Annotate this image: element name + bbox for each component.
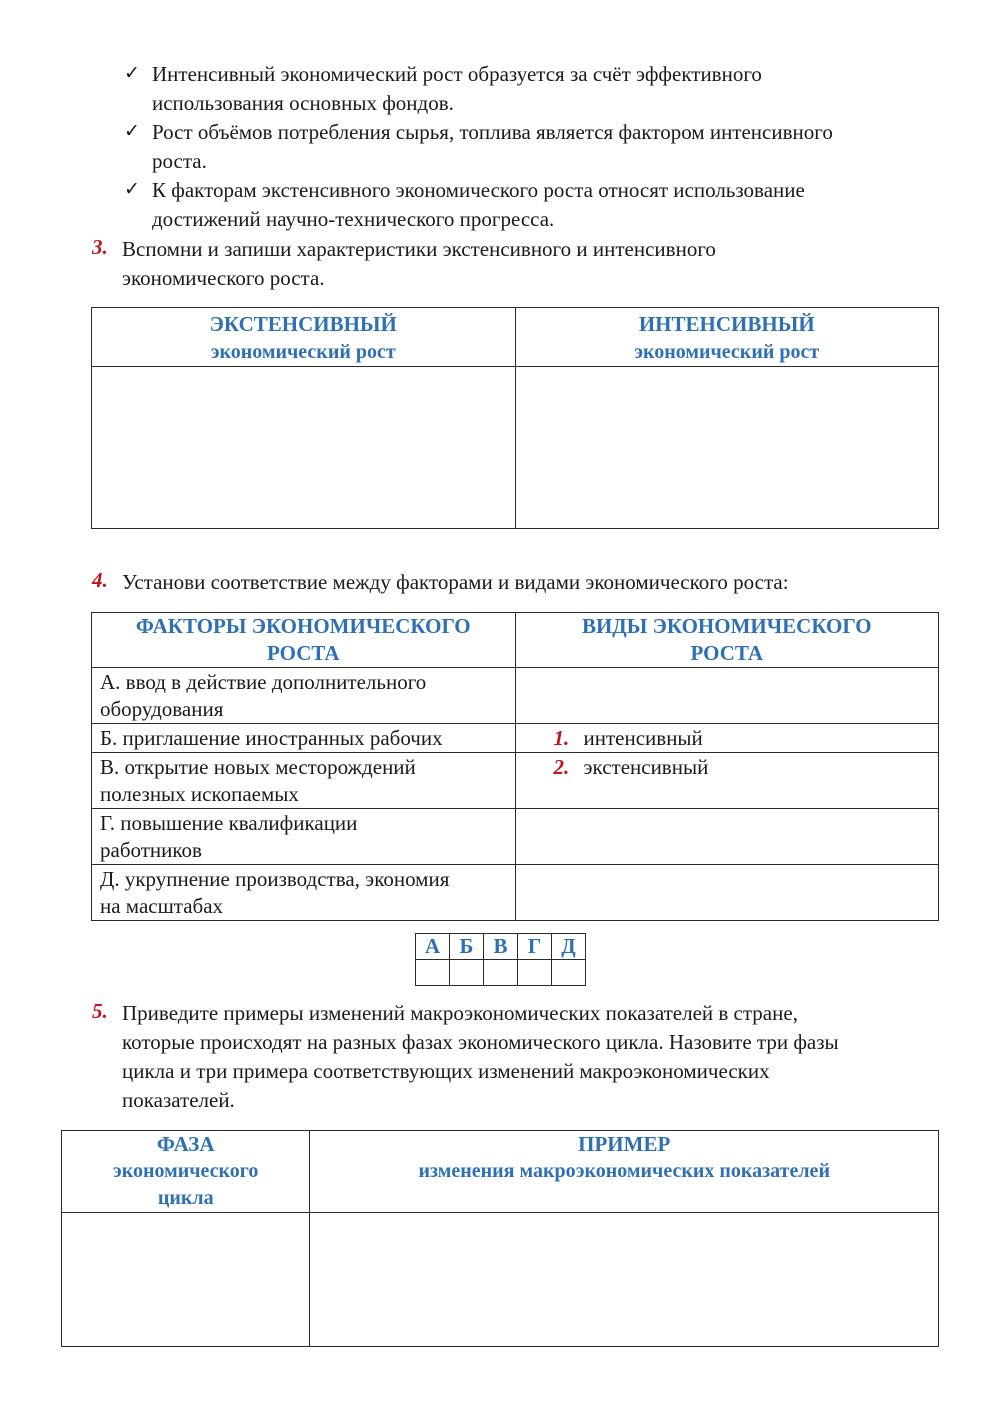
type-cell-empty bbox=[515, 668, 939, 724]
statement-3 bbox=[152, 176, 952, 234]
task5-col1-line2: экономического bbox=[113, 1160, 259, 1182]
factor-v-line1: В. открытие новых месторождений bbox=[100, 755, 416, 779]
factor-b-line1: Б. приглашение иностранных рабочих bbox=[100, 726, 443, 750]
factor-row-b bbox=[92, 724, 516, 753]
answer-header-d: Д bbox=[552, 934, 586, 960]
task5-answer-example[interactable] bbox=[310, 1213, 939, 1347]
statement-1-line2: использования основных фондов. bbox=[152, 91, 454, 115]
task3-number: 3. bbox=[92, 235, 108, 259]
task3-line1: Вспомни и запиши характеристики экстенсивного и интенсивного bbox=[122, 237, 716, 261]
answer-input-d[interactable] bbox=[552, 960, 586, 986]
task3-col2-title: ИНТЕНСИВНЫЙ bbox=[638, 312, 815, 336]
type-option-2 bbox=[515, 753, 939, 809]
task4-col2-line1: ВИДЫ ЭКОНОМИЧЕСКОГО bbox=[581, 614, 872, 638]
answer-input-g[interactable] bbox=[518, 960, 552, 986]
task3-answer-extensive[interactable] bbox=[92, 367, 516, 529]
option-2-label: экстенсивный bbox=[583, 755, 709, 779]
check-icon: ✓ bbox=[124, 179, 140, 200]
type-cell-empty bbox=[515, 865, 939, 921]
task5-header-phase bbox=[62, 1131, 310, 1213]
task4-table bbox=[91, 612, 939, 921]
answer-input-a[interactable] bbox=[416, 960, 450, 986]
type-cell-empty bbox=[515, 809, 939, 865]
task5-header-example bbox=[310, 1131, 939, 1213]
task5-line3: цикла и три примера соответствующих изменений макроэкономических bbox=[122, 1059, 770, 1083]
task5-table bbox=[61, 1130, 939, 1347]
factor-row-v bbox=[92, 753, 516, 809]
task5-line4: показателей. bbox=[122, 1088, 235, 1112]
task5-line2: которые происходят на разных фазах экономического цикла. Назовите три фазы bbox=[122, 1030, 839, 1054]
factor-d-line2: на масштабах bbox=[100, 894, 224, 918]
answer-header-a: А bbox=[416, 934, 450, 960]
answer-header-b: Б bbox=[450, 934, 484, 960]
answer-header-v: В bbox=[484, 934, 518, 960]
task4-number: 4. bbox=[92, 568, 108, 592]
task3-col1-title: ЭКСТЕНСИВНЫЙ bbox=[209, 312, 397, 336]
task5-col2-line2: изменения макроэкономических показателей bbox=[418, 1160, 830, 1182]
factor-a-line1: А. ввод в действие дополнительного bbox=[100, 670, 427, 694]
option-1-number: 1. bbox=[553, 726, 570, 750]
task5-col2-line1: ПРИМЕР bbox=[578, 1132, 671, 1156]
statement-1 bbox=[152, 60, 952, 118]
check-icon: ✓ bbox=[124, 63, 140, 84]
task3-prompt bbox=[122, 235, 942, 293]
task4-header-types bbox=[515, 613, 939, 668]
answer-grid bbox=[415, 933, 586, 986]
factor-v-line2: полезных ископаемых bbox=[100, 782, 299, 806]
option-2-number: 2. bbox=[553, 755, 570, 779]
factor-row-a bbox=[92, 668, 516, 724]
task5-col1-line3: цикла bbox=[157, 1187, 214, 1209]
task3-col1-sub: экономический рост bbox=[210, 341, 396, 363]
statement-3-line2: достижений научно-технического прогресса. bbox=[152, 207, 555, 231]
factor-a-line2: оборудования bbox=[100, 697, 224, 721]
answer-header-g: Г bbox=[518, 934, 552, 960]
task3-header-extensive bbox=[92, 308, 516, 367]
factor-g-line1: Г. повышение квалификации bbox=[100, 811, 358, 835]
statement-2-line2: роста. bbox=[152, 149, 207, 173]
task4-col1-line2: РОСТА bbox=[266, 641, 340, 665]
factor-d-line1: Д. укрупнение производства, экономия bbox=[100, 867, 450, 891]
task3-answer-intensive[interactable] bbox=[515, 367, 938, 529]
option-1-label: интенсивный bbox=[583, 726, 703, 750]
task3-header-intensive bbox=[515, 308, 938, 367]
task4-col2-line2: РОСТА bbox=[690, 641, 764, 665]
task3-table bbox=[91, 307, 939, 529]
statement-3-line1: К факторам экстенсивного экономического роста относят использование bbox=[152, 178, 805, 202]
check-icon: ✓ bbox=[124, 121, 140, 142]
statement-2 bbox=[152, 118, 952, 176]
factor-row-d bbox=[92, 865, 516, 921]
task5-col1-line1: ФАЗА bbox=[156, 1132, 215, 1156]
task3-col2-sub: экономический рост bbox=[634, 341, 820, 363]
task5-prompt bbox=[122, 999, 938, 1115]
answer-input-v[interactable] bbox=[484, 960, 518, 986]
factor-g-line2: работников bbox=[100, 838, 202, 862]
task4-prompt: Установи соответствие между факторами и видами экономического роста: bbox=[122, 570, 789, 594]
task3-line2: экономического роста. bbox=[122, 266, 325, 290]
factor-row-g bbox=[92, 809, 516, 865]
task5-answer-phase[interactable] bbox=[62, 1213, 310, 1347]
statement-2-line1: Рост объёмов потребления сырья, топлива является фактором интенсивного bbox=[152, 120, 833, 144]
task5-number: 5. bbox=[92, 999, 108, 1023]
type-option-1 bbox=[515, 724, 939, 753]
answer-input-b[interactable] bbox=[450, 960, 484, 986]
task4-col1-line1: ФАКТОРЫ ЭКОНОМИЧЕСКОГО bbox=[135, 614, 471, 638]
task5-line1: Приведите примеры изменений макроэкономических показателей в стране, bbox=[122, 1001, 798, 1025]
task4-header-factors bbox=[92, 613, 516, 668]
statement-1-line1: Интенсивный экономический рост образуется за счёт эффективного bbox=[152, 62, 762, 86]
